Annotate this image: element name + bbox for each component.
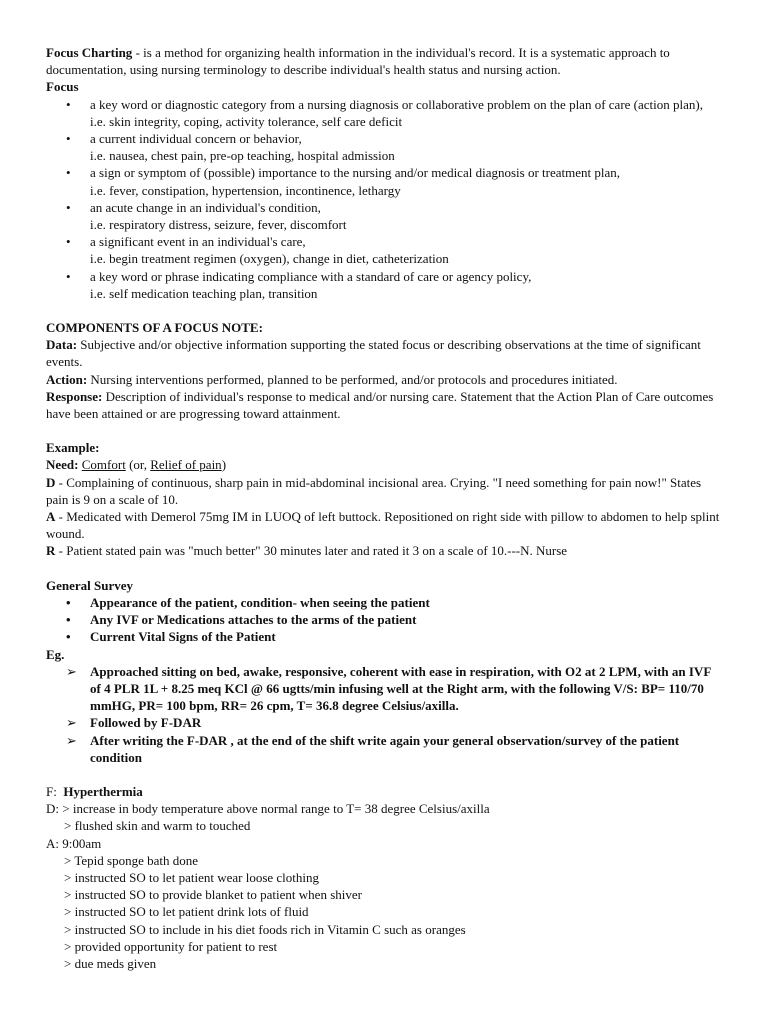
list-item: • Any IVF or Medications attaches to the arms of the patient (66, 612, 417, 628)
arrow-bullet-icon: ➢ (66, 715, 77, 731)
example-line: i.e. begin treatment regimen (oxygen), change in diet, catheterization (90, 251, 449, 267)
bullet-icon: • (66, 629, 71, 645)
fdar-action-item: > provided opportunity for patient to rest (64, 938, 278, 954)
data-definition: Data: Subjective and/or objective information supporting the stated focus or describing observations at the time of significant events. (46, 337, 701, 370)
example-data-line: D - Complaining of continuous, sharp pain in mid-abdominal incisional area. Crying. "I need something for pain now!" States pain is 9 on a scale of 10. (46, 474, 702, 507)
eg-label: Eg. (46, 646, 65, 662)
list-item: • a key word or diagnostic category from a nursing diagnosis or collaborative problem on the plan of care (action plan), i.e. skin integrity, coping, activity tolerance, self care deficit (66, 96, 703, 129)
fdar-data-line: D: > increase in body temperature above normal range to T= 38 degree Celsius/axilla (46, 801, 490, 817)
list-item: ➢ Approached sitting on bed, awake, responsive, coherent with ease in respiration, with O2 at 2 LPM, with an IVF of 4 PLR 1L + 8.25 meq KCl @ 66 ugtts/min infusing well at the Right arm, with the following V/S: BP= 110/70 mmHG, PR= 100 bpm, RR= 26 cpm, T= 36.8 degree Celsius/axilla. (66, 663, 711, 714)
fdar-focus-line: F: Hyperthermia (46, 783, 143, 799)
example-response-line: R - Patient stated pain was "much better" 30 minutes later and rated it 3 on a scale of 10.---N. Nurse (46, 543, 568, 559)
arrow-bullet-icon: ➢ (66, 732, 77, 748)
response-definition: Response: Description of individual's response to medical and/or nursing care. Statement that the Action Plan of Care outcomes have been attained or are progressing toward attainment. (46, 388, 714, 422)
list-item: • a sign or symptom of (possible) importance to the nursing and/or medical diagnosis or treatment plan, i.e. fever, constipation, hypertension, incontinence, lethargy (66, 165, 620, 198)
fdar-action-item: > instructed SO to include in his diet foods rich in Vitamin C such as oranges (64, 921, 466, 937)
fdar-action-item: > instructed SO to let patient drink lots of fluid (64, 904, 309, 920)
example-line: i.e. skin integrity, coping, activity tolerance, self care deficit (90, 113, 403, 129)
bullet-icon: • (66, 612, 71, 628)
need-comfort: Comfort (81, 457, 126, 473)
fdar-action-time: 9:00am (62, 835, 102, 851)
example-line: i.e. fever, constipation, hypertension, incontinence, lethargy (90, 182, 401, 198)
fdar-action-item: > due meds given (64, 955, 157, 971)
example-line: i.e. self medication teaching plan, transition (90, 285, 318, 301)
example-line: i.e. respiratory distress, seizure, fever, discomfort (90, 217, 347, 233)
bullet-icon: • (66, 165, 71, 181)
intro-paragraph (46, 44, 722, 78)
arrow-bullet-icon: ➢ (66, 663, 77, 679)
bullet-icon: • (66, 594, 71, 610)
list-item: • Current Vital Signs of the Patient (66, 629, 276, 645)
intro-text: - is a method for organizing health information in the individual's record. It is a systematic approach to documentation, using nursing terminology to describe individual's health status and nursing action. (46, 45, 670, 78)
action-definition: Action: Nursing interventions performed, planned to be performed, and/or protocols and procedures initiated. (46, 371, 618, 387)
focus-list (46, 96, 722, 302)
fdar-action-line: A: 9:00am (46, 835, 102, 851)
focus-charting-term: Focus Charting (46, 45, 133, 60)
list-item: • Appearance of the patient, condition- when seeing the patient (66, 594, 430, 610)
need-line: Need: Comfort (or, Relief of pain) (46, 457, 227, 473)
list-item: • an acute change in an individual's condition, i.e. respiratory distress, seizure, fever, discomfort (66, 199, 347, 233)
example-action-line: A - Medicated with Demerol 75mg IM in LUOQ of left buttock. Repositioned on right side with pillow to abdomen to help splint wound. (46, 509, 720, 542)
components-heading: COMPONENTS OF A FOCUS NOTE: (46, 320, 263, 336)
list-item: • a key word or phrase indicating compliance with a standard of care or agency policy, i.e. self medication teaching plan, transition (66, 268, 532, 301)
general-survey-list (46, 594, 722, 646)
bullet-icon: • (66, 268, 71, 284)
example-line: i.e. nausea, chest pain, pre-op teaching, hospital admission (90, 148, 395, 164)
list-item: ➢ After writing the F-DAR , at the end of the shift write again your general observation/survey of the patient condition (66, 732, 680, 765)
bullet-icon: • (66, 234, 71, 250)
need-relief: Relief of pain (150, 457, 222, 473)
bullet-icon: • (66, 131, 71, 147)
fdar-data-line: > flushed skin and warm to touched (64, 818, 251, 834)
example-heading: Example: (46, 440, 100, 456)
focus-heading: Focus (46, 79, 79, 95)
list-item: • a significant event in an individual's care, i.e. begin treatment regimen (oxygen), change in diet, catheterization (66, 234, 449, 267)
fdar-action-item: > Tepid sponge bath done (64, 852, 198, 868)
fdar-action-item: > instructed SO to let patient wear loose clothing (64, 869, 319, 885)
list-item: ➢ Followed by F-DAR (66, 715, 202, 731)
bullet-icon: • (66, 96, 71, 112)
list-item: • a current individual concern or behavior, i.e. nausea, chest pain, pre-op teaching, hospital admission (66, 131, 395, 164)
general-survey-heading: General Survey (46, 577, 134, 593)
fdar-action-item: > instructed SO to provide blanket to patient when shiver (64, 887, 362, 903)
bullet-icon: • (66, 199, 71, 215)
fdar-focus-title: Hyperthermia (63, 783, 143, 799)
eg-list (46, 663, 722, 766)
